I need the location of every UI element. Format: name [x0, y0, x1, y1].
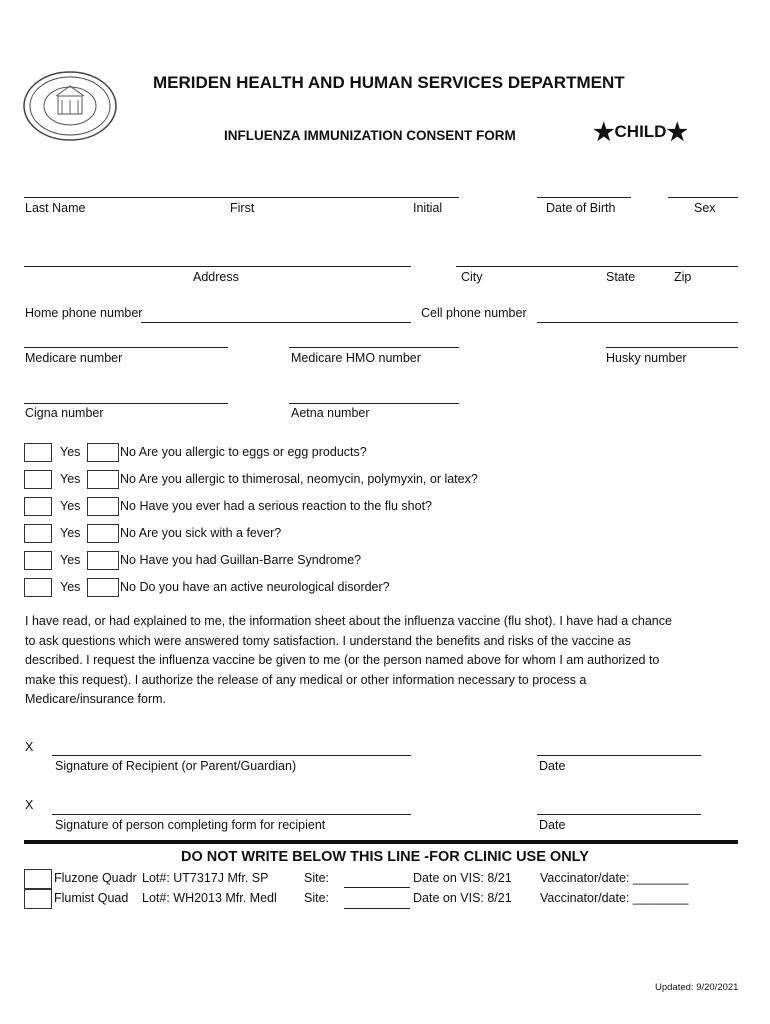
yes-checkbox[interactable] — [24, 524, 52, 543]
lot-number: Lot#: UT7317J Mfr. SP — [142, 871, 269, 885]
site-line[interactable] — [344, 887, 410, 888]
dob-line[interactable] — [537, 197, 631, 198]
state-label: State — [606, 270, 636, 284]
site-line[interactable] — [344, 908, 410, 909]
child-badge — [593, 118, 688, 147]
yes-checkbox[interactable] — [24, 497, 52, 516]
completer-signature-label: Signature of person completing form for recipient — [55, 818, 326, 832]
updated-date: Updated: 9/20/2021 — [655, 982, 739, 993]
no-checkbox[interactable] — [87, 497, 119, 516]
yes-checkbox[interactable] — [24, 578, 52, 597]
vis-date: Date on VIS: 8/21 — [413, 871, 512, 885]
yes-label: Yes — [60, 445, 81, 459]
yes-label: Yes — [60, 472, 81, 486]
consent-line: make this request). I authorize the release of any medical or other information necessary to process a — [25, 672, 587, 687]
yes-label: Yes — [60, 499, 81, 513]
clinic-heading: DO NOT WRITE BELOW THIS LINE -FOR CLINIC USE ONLY — [181, 849, 589, 865]
husky-label: Husky number — [606, 351, 687, 365]
cell-phone-label: Cell phone number — [421, 306, 527, 320]
last-name-label: Last Name — [25, 201, 86, 215]
completer-date-line[interactable] — [537, 814, 701, 815]
zip-label: Zip — [674, 270, 692, 284]
consent-line: to ask questions which were answered tomy satisfaction. I understand the benefits and risks of the vaccine as — [25, 633, 631, 648]
yes-checkbox[interactable] — [24, 443, 52, 462]
star-icon: ★ — [593, 119, 615, 146]
yes-checkbox[interactable] — [24, 551, 52, 570]
sex-line[interactable] — [668, 197, 738, 198]
department-title: MERIDEN HEALTH AND HUMAN SERVICES DEPARTMENT — [153, 73, 625, 92]
medicare-hmo-line[interactable] — [289, 347, 459, 348]
city-state-zip-line[interactable] — [456, 266, 738, 267]
home-phone-line[interactable] — [141, 322, 411, 323]
x-mark: X — [25, 740, 34, 754]
aetna-line[interactable] — [289, 403, 459, 404]
question-text: No Are you allergic to thimerosal, neomycin, polymyxin, or latex? — [120, 472, 478, 486]
yes-label: Yes — [60, 580, 81, 594]
sex-label: Sex — [694, 201, 716, 215]
vaccine-name: Fluzone Quadr — [54, 871, 137, 885]
husky-line[interactable] — [606, 347, 738, 348]
question-text: No Do you have an active neurological disorder? — [120, 580, 390, 594]
question-text: No Are you sick with a fever? — [120, 526, 282, 540]
consent-line: described. I request the influenza vaccine be given to me (or the person named above for whom I am authorized to — [25, 653, 660, 667]
no-checkbox[interactable] — [87, 578, 119, 597]
initial-label: Initial — [413, 201, 443, 215]
recipient-date-label: Date — [539, 759, 566, 773]
completer-signature-line[interactable] — [52, 814, 411, 815]
medicare-line[interactable] — [24, 347, 228, 348]
question-text: No Have you ever had a serious reaction to the flu shot? — [120, 499, 433, 513]
recipient-date-line[interactable] — [537, 755, 701, 756]
consent-paragraph — [25, 612, 750, 710]
question-text: No Are you allergic to eggs or egg products? — [120, 445, 367, 459]
yes-label: Yes — [60, 526, 81, 540]
fluzone-checkbox[interactable] — [24, 869, 52, 889]
yes-checkbox[interactable] — [24, 470, 52, 489]
no-checkbox[interactable] — [87, 551, 119, 570]
cigna-line[interactable] — [24, 403, 228, 404]
yes-label: Yes — [60, 553, 81, 567]
site-label: Site: — [304, 891, 330, 905]
cell-phone-line[interactable] — [537, 322, 738, 323]
star-icon: ★ — [666, 119, 688, 146]
city-seal — [22, 70, 118, 142]
consent-line: Medicare/insurance form. — [25, 692, 167, 706]
vis-date: Date on VIS: 8/21 — [413, 891, 512, 905]
no-checkbox[interactable] — [87, 470, 119, 489]
question-text: No Have you had Guillan-Barre Syndrome? — [120, 553, 362, 567]
lot-number: Lot#: WH2013 Mfr. Medl — [142, 891, 277, 905]
aetna-label: Aetna number — [291, 406, 370, 420]
vaccinator-date: Vaccinator/date: ________ — [540, 871, 689, 885]
no-checkbox[interactable] — [87, 443, 119, 462]
vaccinator-date: Vaccinator/date: ________ — [540, 891, 689, 905]
medicare-hmo-label: Medicare HMO number — [291, 351, 421, 365]
address-label: Address — [193, 270, 239, 284]
dob-label: Date of Birth — [546, 201, 616, 215]
recipient-signature-label: Signature of Recipient (or Parent/Guardian) — [55, 759, 297, 773]
vaccine-name: Flumist Quad — [54, 891, 129, 905]
site-label: Site: — [304, 871, 330, 885]
no-checkbox[interactable] — [87, 524, 119, 543]
name-line[interactable] — [24, 197, 459, 198]
recipient-signature-line[interactable] — [52, 755, 411, 756]
completer-date-label: Date — [539, 818, 566, 832]
first-name-label: First — [230, 201, 255, 215]
home-phone-label: Home phone number — [25, 306, 143, 320]
form-title: INFLUENZA IMMUNIZATION CONSENT FORM — [224, 128, 516, 143]
address-line[interactable] — [24, 266, 411, 267]
cigna-label: Cigna number — [25, 406, 104, 420]
medicare-label: Medicare number — [25, 351, 123, 365]
x-mark: X — [25, 798, 34, 812]
city-label: City — [461, 270, 483, 284]
clinic-divider — [24, 840, 738, 844]
flumist-checkbox[interactable] — [24, 889, 52, 909]
child-label: CHILD — [614, 122, 667, 141]
consent-line: I have read, or had explained to me, the information sheet about the influenza vaccine (flu shot). I have had a chance — [25, 614, 672, 628]
